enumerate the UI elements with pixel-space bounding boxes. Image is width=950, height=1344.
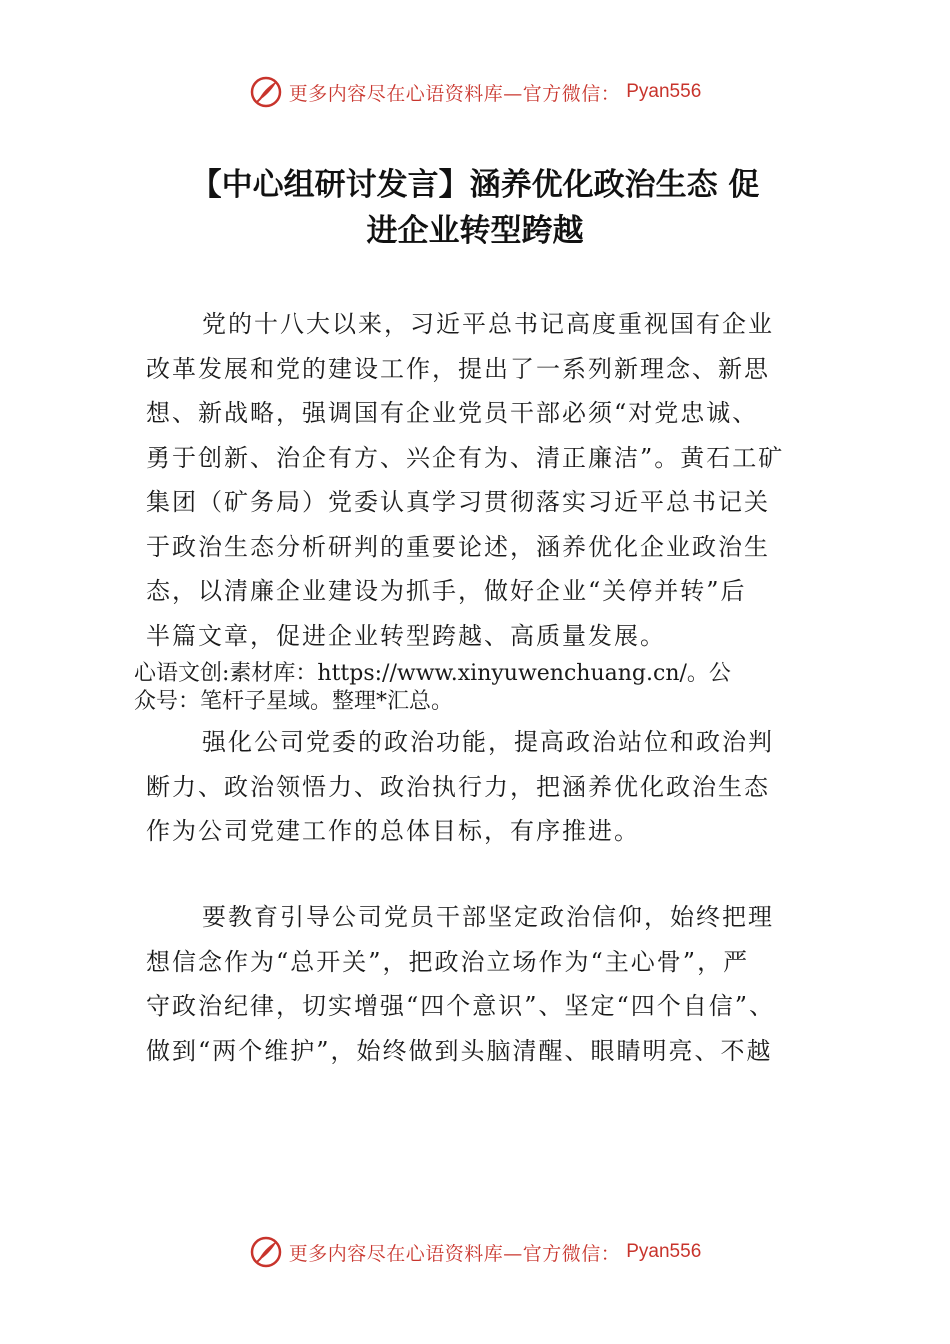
source-note-line: 心语文创:素材库：https://www.xinyuwenchuang.cn/。公 (134, 661, 731, 686)
paragraph-line: 集团（矿务局）党委认真学习贯彻落实习近平总书记关 (146, 488, 770, 516)
footer-banner-text: 更多内容尽在心语资料库—官方微信： (288, 1242, 621, 1265)
paragraph-line: 态，以清廉企业建设为抓手，做好企业“关停并转”后 (146, 577, 747, 605)
paragraph-2 (146, 720, 816, 854)
paragraph-line: 作为公司党建工作的总体目标，有序推进。 (146, 817, 640, 845)
paragraph-line: 于政治生态分析研判的重要论述，涵养优化企业政治生 (146, 532, 770, 561)
paragraph-line: 改革发展和党的建设工作，提出了一系列新理念、新思 (146, 354, 770, 383)
source-note-line: 众号：笔杆子星域。整理*汇总。 (134, 689, 454, 714)
paragraph-line: 做到“两个维护”，始终做到头脑清醒、眼睛明亮、不越 (146, 1036, 773, 1065)
paragraph-line: 半篇文章，促进企业转型跨越、高质量发展。 (146, 621, 666, 650)
paragraph-line: 守政治纪律，切实增强“四个意识”、坚定“四个自信”、 (146, 992, 776, 1020)
quill-logo-icon (249, 75, 283, 109)
document-title (135, 162, 815, 254)
paragraph-1 (146, 302, 816, 658)
footer-banner-contact: Pyan556 (626, 1241, 702, 1262)
paragraph-line: 党的十八大以来，习近平总书记高度重视国有企业 (202, 310, 774, 338)
paragraph-line: 想、新战略，强调国有企业党员干部必须“对党忠诚、 (146, 399, 759, 427)
paragraph-3 (146, 895, 816, 1073)
header-banner (0, 72, 950, 112)
quill-logo-icon (249, 1235, 283, 1269)
header-banner-contact: Pyan556 (626, 81, 702, 102)
paragraph-line: 想信念作为“总开关”，把政治立场作为“主心骨”，严 (146, 947, 750, 976)
title-line-1: 【中心组研讨发言】涵养优化政治生态 促 (190, 167, 760, 203)
paragraph-line: 强化公司党委的政治功能，提高政治站位和政治判 (202, 728, 774, 756)
paragraph-line: 勇于创新、治企有方、兴企有为、清正廉洁”。黄石工矿 (146, 443, 785, 472)
paragraph-line: 要教育引导公司党员干部坚定政治信仰，始终把理 (202, 903, 774, 931)
paragraph-line: 断力、政治领悟力、政治执行力，把涵养优化政治生态 (146, 772, 770, 801)
header-banner-text: 更多内容尽在心语资料库—官方微信： (288, 82, 621, 105)
footer-banner (0, 1232, 950, 1272)
source-note (134, 660, 834, 716)
title-line-2: 进企业转型跨越 (366, 213, 584, 249)
